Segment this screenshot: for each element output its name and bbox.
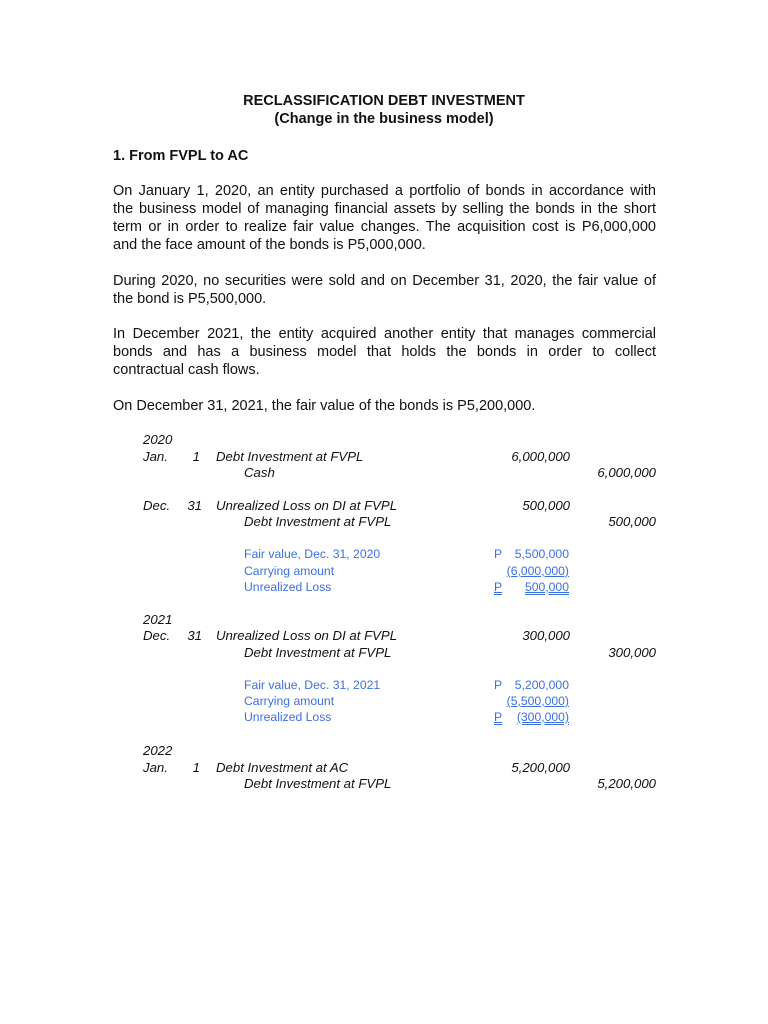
document-subtitle: (Change in the business model): [274, 111, 494, 127]
computation-value: (6,000,000): [506, 564, 569, 578]
journal-credit-amount: 5,200,000: [597, 776, 656, 791]
paragraph-line: bonds and has a business model that holds the bonds in order to collect: [113, 344, 656, 360]
paragraph-line: term or in order to realize fair value changes. The acquisition cost is P6,000,000: [113, 219, 656, 235]
section-heading: 1. From FVPL to AC: [113, 148, 249, 164]
computation-label: Fair value, Dec. 31, 2020: [244, 547, 381, 561]
journal-credit-account: Debt Investment at FVPL: [244, 645, 392, 660]
document-title: RECLASSIFICATION DEBT INVESTMENT: [243, 93, 525, 109]
computation-peso-sign: P: [494, 710, 503, 724]
journal-credit-account: Debt Investment at FVPL: [244, 776, 392, 791]
journal-day: 1: [192, 449, 200, 464]
computation-value: 5,200,000: [514, 678, 569, 692]
paragraph-line: On December 31, 2021, the fair value of the bonds is P5,200,000.: [113, 398, 536, 414]
paragraph-acquisition: [113, 182, 656, 254]
paragraph-line: On January 1, 2020, an entity purchased a portfolio of bonds in accordance with: [113, 183, 656, 199]
journal-debit-amount: 6,000,000: [511, 449, 570, 464]
computation-value: (300,000): [516, 710, 569, 724]
journal-debit-account: Unrealized Loss on DI at FVPL: [216, 628, 398, 643]
journal-credit-amount: 6,000,000: [597, 465, 656, 480]
paragraph-fair-value-2021: [113, 397, 656, 415]
paragraph-line: and the face amount of the bonds is P5,000,000.: [113, 237, 426, 253]
journal-debit-account: Debt Investment at AC: [216, 760, 349, 775]
journal-day: 31: [187, 628, 202, 643]
computation-peso-sign: P: [494, 580, 503, 594]
computation-peso-sign: P: [494, 678, 503, 692]
paragraph-line: the bond is P5,500,000.: [113, 291, 267, 307]
journal-day: 31: [187, 498, 202, 513]
journal-year: 2022: [143, 743, 173, 758]
journal-debit-account: Debt Investment at FVPL: [216, 449, 364, 464]
paragraph-line: the business model of managing financial assets by selling the bonds in the short: [113, 201, 656, 217]
journal-day: 1: [192, 760, 200, 775]
journal-month: Jan.: [143, 760, 168, 775]
computation-label: Carrying amount: [244, 564, 335, 578]
journal-debit-account: Unrealized Loss on DI at FVPL: [216, 498, 398, 513]
journal-month: Dec.: [143, 628, 171, 643]
journal-credit-account: Cash: [244, 465, 275, 480]
computation-label: Carrying amount: [244, 694, 335, 708]
journal-credit-amount: 300,000: [608, 645, 656, 660]
computation-value: 5,500,000: [514, 547, 569, 561]
computation-peso-sign: P: [494, 547, 503, 561]
paragraph-line: contractual cash flows.: [113, 362, 260, 378]
computation-label: Unrealized Loss: [244, 710, 332, 724]
paragraph-business-model-change: [113, 325, 656, 379]
paragraph-fair-value-2020: [113, 272, 656, 308]
journal-month: Dec.: [143, 498, 171, 513]
computation-value: 500,000: [524, 580, 569, 594]
computation-label: Unrealized Loss: [244, 580, 332, 594]
journal-debit-amount: 5,200,000: [511, 760, 570, 775]
journal-year: 2020: [143, 432, 173, 447]
computation-label: Fair value, Dec. 31, 2021: [244, 678, 381, 692]
journal-month: Jan.: [143, 449, 168, 464]
journal-debit-amount: 500,000: [522, 498, 570, 513]
paragraph-line: In December 2021, the entity acquired another entity that manages commercial: [113, 326, 656, 342]
journal-year: 2021: [143, 612, 173, 627]
journal-credit-account: Debt Investment at FVPL: [244, 514, 392, 529]
computation-value: (5,500,000): [506, 694, 569, 708]
paragraph-line: During 2020, no securities were sold and on December 31, 2020, the fair value of: [113, 273, 656, 289]
journal-credit-amount: 500,000: [608, 514, 656, 529]
journal-debit-amount: 300,000: [522, 628, 570, 643]
